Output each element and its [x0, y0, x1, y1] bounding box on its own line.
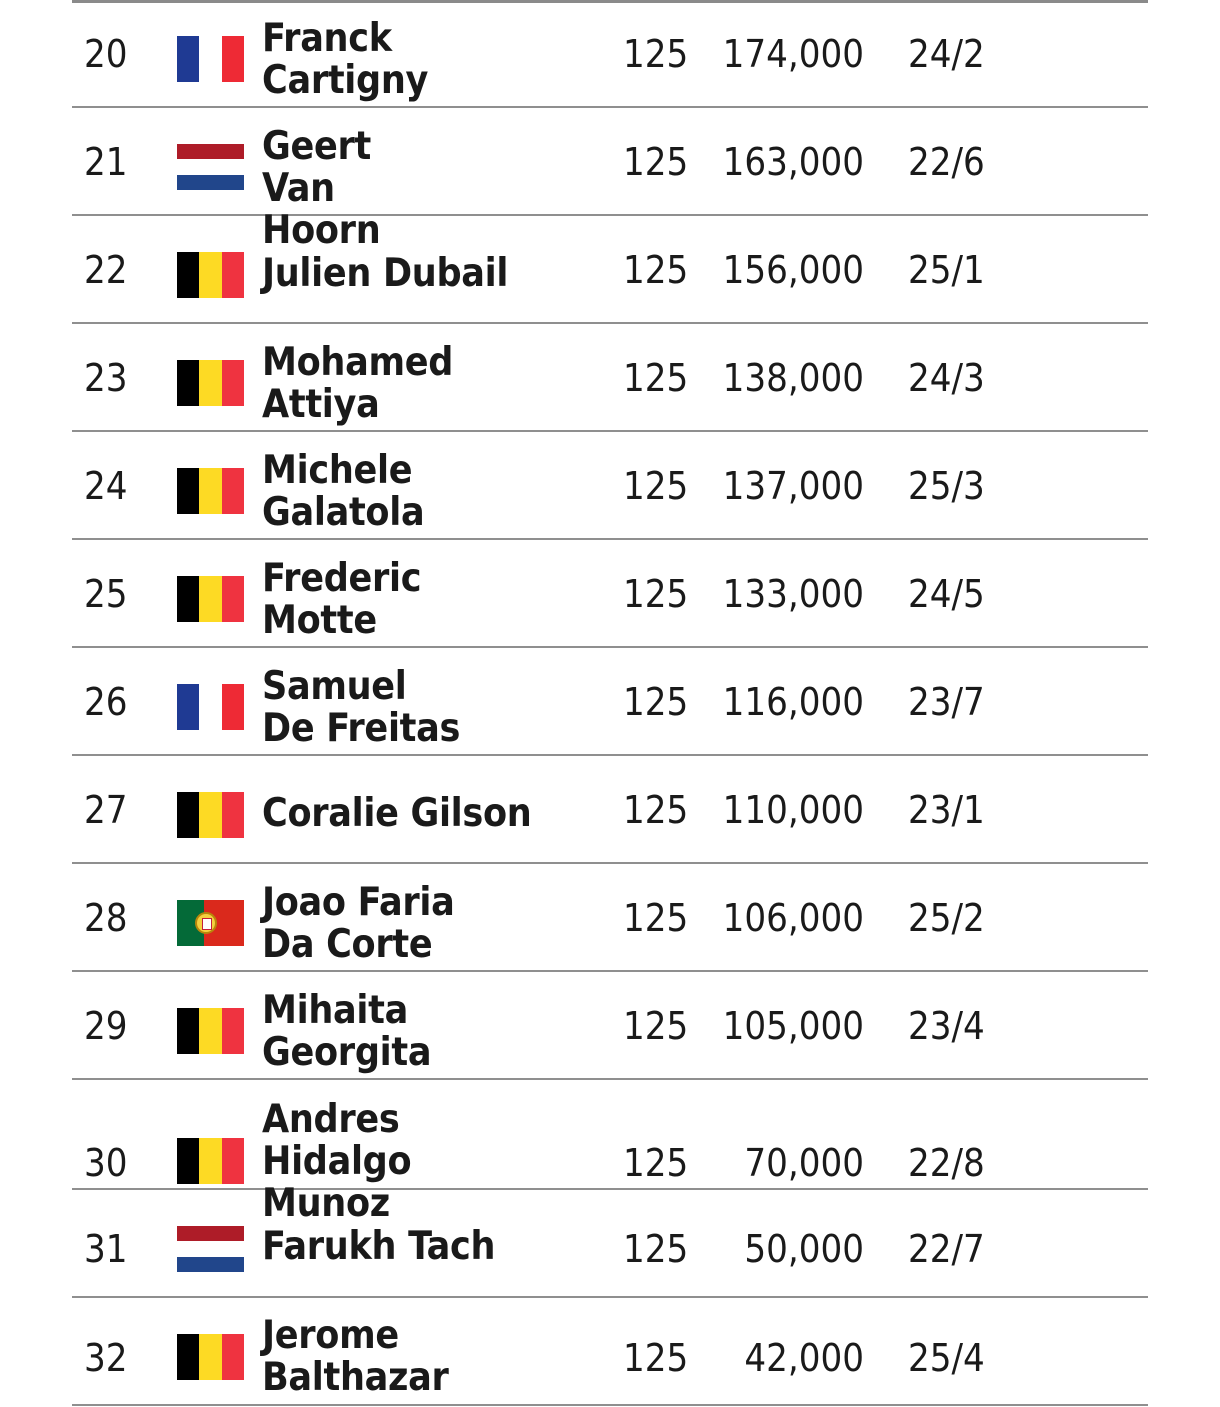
column-value: 125 — [623, 356, 689, 400]
player-name: Mihaita Georgita — [262, 988, 432, 1075]
rank: 25 — [84, 572, 128, 616]
column-value: 125 — [623, 680, 689, 724]
player-name: Farukh Tach — [262, 1224, 496, 1269]
record: 24/5 — [908, 572, 985, 616]
belgium-flag-icon — [177, 468, 244, 514]
column-value: 125 — [623, 896, 689, 940]
points: 50,000 — [744, 1227, 864, 1271]
column-value: 125 — [623, 248, 689, 292]
record: 24/2 — [908, 32, 985, 76]
belgium-flag-icon — [177, 576, 244, 622]
player-name: Julien Dubail — [262, 251, 509, 296]
column-value: 125 — [623, 788, 689, 832]
record: 25/1 — [908, 248, 985, 292]
rank: 20 — [84, 32, 128, 76]
record: 24/3 — [908, 356, 985, 400]
player-name: Mohamed Attiya — [262, 340, 454, 427]
points: 163,000 — [722, 140, 864, 184]
points: 42,000 — [744, 1336, 864, 1380]
record: 23/7 — [908, 680, 985, 724]
table-row — [72, 216, 1148, 324]
player-name: Michele Galatola — [262, 448, 425, 535]
table-row — [72, 1190, 1148, 1298]
player-name: Frederic Motte — [262, 556, 422, 643]
table-row — [72, 648, 1148, 756]
rank: 23 — [84, 356, 128, 400]
column-value: 125 — [623, 1141, 689, 1185]
record: 22/8 — [908, 1141, 985, 1185]
belgium-flag-icon — [177, 1008, 244, 1054]
rank: 26 — [84, 680, 128, 724]
france-flag-icon — [177, 36, 244, 82]
belgium-flag-icon — [177, 1138, 244, 1184]
column-value: 125 — [623, 32, 689, 76]
table-row — [72, 432, 1148, 540]
record: 25/4 — [908, 1336, 985, 1380]
table-row — [72, 1298, 1148, 1406]
rank: 31 — [84, 1227, 128, 1271]
points: 156,000 — [722, 248, 864, 292]
netherlands-flag-icon — [177, 144, 244, 190]
rank: 30 — [84, 1141, 128, 1185]
column-value: 125 — [623, 1227, 689, 1271]
rank: 27 — [84, 788, 128, 832]
belgium-flag-icon — [177, 792, 244, 838]
rank: 22 — [84, 248, 128, 292]
rank: 32 — [84, 1336, 128, 1380]
player-name: Franck Cartigny — [262, 16, 429, 103]
record: 22/6 — [908, 140, 985, 184]
record: 25/2 — [908, 896, 985, 940]
table-row — [72, 1080, 1148, 1226]
points: 106,000 — [722, 896, 864, 940]
table-row — [72, 0, 1148, 108]
table-row — [72, 864, 1148, 972]
record: 22/7 — [908, 1227, 985, 1271]
player-name: Andres Hidalgo Munoz — [262, 1097, 412, 1226]
player-name: Jerome Balthazar — [262, 1313, 449, 1400]
record: 23/1 — [908, 788, 985, 832]
rank: 29 — [84, 1004, 128, 1048]
points: 133,000 — [722, 572, 864, 616]
table-row — [72, 540, 1148, 648]
record: 25/3 — [908, 464, 985, 508]
rank: 21 — [84, 140, 128, 184]
column-value: 125 — [623, 464, 689, 508]
table-row — [72, 972, 1148, 1080]
points: 138,000 — [722, 356, 864, 400]
table-row — [72, 324, 1148, 432]
points: 105,000 — [722, 1004, 864, 1048]
column-value: 125 — [623, 572, 689, 616]
column-value: 125 — [623, 1336, 689, 1380]
points: 174,000 — [722, 32, 864, 76]
netherlands-flag-icon — [177, 1226, 244, 1272]
player-name: Geert Van Hoorn — [262, 124, 381, 253]
player-name: Coralie Gilson — [262, 791, 532, 836]
points: 110,000 — [722, 788, 864, 832]
rank: 28 — [84, 896, 128, 940]
column-value: 125 — [623, 140, 689, 184]
portugal-flag-icon — [177, 900, 244, 946]
player-name: Samuel De Freitas — [262, 664, 461, 751]
points: 70,000 — [744, 1141, 864, 1185]
points: 137,000 — [722, 464, 864, 508]
record: 23/4 — [908, 1004, 985, 1048]
table-row — [72, 756, 1148, 864]
table-row — [72, 108, 1148, 253]
belgium-flag-icon — [177, 1334, 244, 1380]
points: 116,000 — [722, 680, 864, 724]
rank: 24 — [84, 464, 128, 508]
belgium-flag-icon — [177, 252, 244, 298]
player-name: Joao Faria Da Corte — [262, 880, 455, 967]
column-value: 125 — [623, 1004, 689, 1048]
france-flag-icon — [177, 684, 244, 730]
belgium-flag-icon — [177, 360, 244, 406]
